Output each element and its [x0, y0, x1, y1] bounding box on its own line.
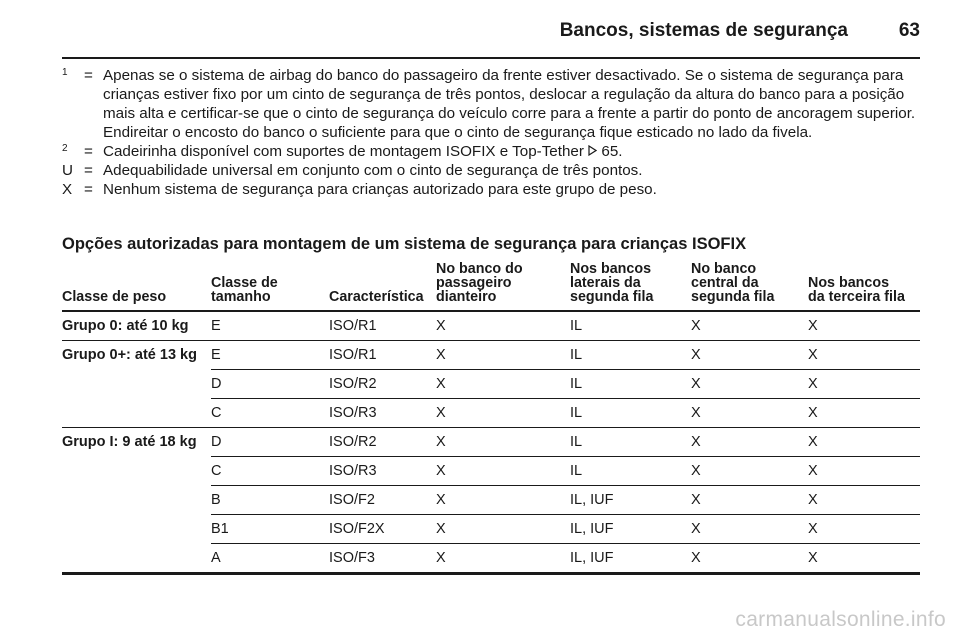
column-header-weight-class: Classe de peso — [62, 262, 211, 311]
second-row-side-cell: IL — [570, 370, 691, 399]
footnote-u — [62, 161, 920, 180]
table-row — [62, 544, 920, 574]
weight-group-cell — [62, 515, 211, 544]
third-row-cell: X — [808, 311, 920, 341]
size-class-cell: C — [211, 457, 329, 486]
footnote-equals: = — [84, 143, 93, 160]
second-row-center-cell: X — [691, 544, 808, 574]
front-passenger-cell: X — [436, 544, 570, 574]
front-passenger-cell: X — [436, 486, 570, 515]
footnote-x — [62, 180, 920, 199]
front-passenger-cell: X — [436, 311, 570, 341]
size-class-cell: A — [211, 544, 329, 574]
page-reference-link[interactable]: 65. — [601, 143, 623, 160]
third-row-cell: X — [808, 341, 920, 370]
footnote-key: U — [62, 162, 73, 179]
second-row-side-cell: IL — [570, 341, 691, 370]
footnote-key: 2 — [62, 143, 68, 154]
second-row-center-cell: X — [691, 486, 808, 515]
size-class-cell: E — [211, 311, 329, 341]
column-header-second-row-center: No banco central da segunda fila — [691, 262, 808, 311]
feature-cell: ISO/R2 — [329, 370, 436, 399]
feature-cell: ISO/F2 — [329, 486, 436, 515]
second-row-side-cell: IL — [570, 311, 691, 341]
footnote-equals: = — [84, 162, 93, 179]
page-number: 63 — [898, 20, 920, 41]
second-row-center-cell: X — [691, 399, 808, 428]
isofix-options-table — [62, 262, 920, 575]
size-class-cell: D — [211, 370, 329, 399]
footnote-2 — [62, 142, 920, 161]
size-class-cell: D — [211, 428, 329, 457]
second-row-side-cell: IL — [570, 428, 691, 457]
weight-group-cell: Grupo 0+: até 13 kg — [62, 347, 197, 364]
table-row — [62, 399, 920, 428]
table-row — [62, 341, 920, 370]
footnote-1 — [62, 66, 920, 142]
third-row-cell: X — [808, 544, 920, 574]
second-row-center-cell: X — [691, 370, 808, 399]
front-passenger-cell: X — [436, 399, 570, 428]
footnote-equals: = — [84, 67, 93, 84]
feature-cell: ISO/F2X — [329, 515, 436, 544]
footnote-equals: = — [84, 181, 93, 198]
second-row-center-cell: X — [691, 341, 808, 370]
second-row-center-cell: X — [691, 457, 808, 486]
feature-cell: ISO/F3 — [329, 544, 436, 574]
watermark: carmanualsonline.info — [735, 608, 946, 631]
header-rule — [62, 57, 920, 59]
footnote-text: Nenhum sistema de segurança para crianças autorizado para este grupo de peso. — [103, 181, 657, 198]
third-row-cell: X — [808, 399, 920, 428]
second-row-side-cell: IL, IUF — [570, 486, 691, 515]
footnotes — [62, 66, 920, 199]
column-header-size-class: Classe de tamanho — [211, 262, 329, 311]
table-row — [62, 311, 920, 341]
weight-group-cell: Grupo I: 9 até 18 kg — [62, 434, 197, 451]
front-passenger-cell: X — [436, 341, 570, 370]
feature-cell: ISO/R3 — [329, 457, 436, 486]
page-title: Bancos, sistemas de segurança — [559, 20, 848, 41]
page-header — [62, 14, 920, 54]
table-row — [62, 428, 920, 457]
weight-group-cell — [62, 457, 211, 486]
front-passenger-cell: X — [436, 428, 570, 457]
second-row-side-cell: IL — [570, 399, 691, 428]
column-header-feature: Característica — [329, 262, 436, 311]
third-row-cell: X — [808, 370, 920, 399]
third-row-cell: X — [808, 486, 920, 515]
second-row-center-cell: X — [691, 311, 808, 341]
footnote-text: Adequabilidade universal em conjunto com o cinto de segurança de três pontos. — [103, 162, 643, 179]
column-header-front-passenger: No banco do passageiro dianteiro — [436, 262, 570, 311]
feature-cell: ISO/R3 — [329, 399, 436, 428]
footnote-text: Cadeirinha disponível com suportes de montagem ISOFIX e Top-Tether — [103, 143, 584, 160]
feature-cell: ISO/R1 — [329, 341, 436, 370]
footnote-key: X — [62, 181, 73, 198]
table-row — [62, 486, 920, 515]
table-row — [62, 515, 920, 544]
table-row — [62, 370, 920, 399]
second-row-side-cell: IL — [570, 457, 691, 486]
weight-group-cell — [62, 370, 211, 399]
front-passenger-cell: X — [436, 370, 570, 399]
third-row-cell: X — [808, 457, 920, 486]
table-header-row — [62, 262, 920, 311]
third-row-cell: X — [808, 428, 920, 457]
front-passenger-cell: X — [436, 515, 570, 544]
footnote-text: Apenas se o sistema de airbag do banco do passageiro da frente estiver desactivado. Se o sistema de segurança para crianças estiver fixo por um cinto de segurança de três pontos, deslocar a regulação da altura do banco para a posição mais alta e certificar-se que o cinto de segurança do veículo corre para a frente a partir do ponto de ancoragem superior. Endireitar o encosto do banco o suficiente para que o cinto de segurança fique esticado no lado da fivela. — [103, 67, 916, 141]
weight-group-cell — [62, 399, 211, 428]
second-row-side-cell: IL, IUF — [570, 515, 691, 544]
weight-group-cell — [62, 544, 211, 574]
size-class-cell: B1 — [211, 515, 329, 544]
table-row — [62, 457, 920, 486]
weight-group-cell — [62, 486, 211, 515]
feature-cell: ISO/R1 — [329, 311, 436, 341]
front-passenger-cell: X — [436, 457, 570, 486]
second-row-center-cell: X — [691, 515, 808, 544]
third-row-cell: X — [808, 515, 920, 544]
column-header-second-row-side: Nos bancos laterais da segunda fila — [570, 262, 691, 311]
footnote-key: 1 — [62, 67, 68, 78]
size-class-cell: E — [211, 341, 329, 370]
weight-group-cell: Grupo 0: até 10 kg — [62, 311, 211, 341]
feature-cell: ISO/R2 — [329, 428, 436, 457]
second-row-center-cell: X — [691, 428, 808, 457]
size-class-cell: B — [211, 486, 329, 515]
second-row-side-cell: IL, IUF — [570, 544, 691, 574]
size-class-cell: C — [211, 399, 329, 428]
column-header-third-row: Nos bancos da terceira fila — [808, 262, 920, 311]
section-title: Opções autorizadas para montagem de um sistema de segurança para crianças ISOFIX — [62, 235, 747, 253]
arrow-right-icon[interactable] — [588, 142, 597, 161]
